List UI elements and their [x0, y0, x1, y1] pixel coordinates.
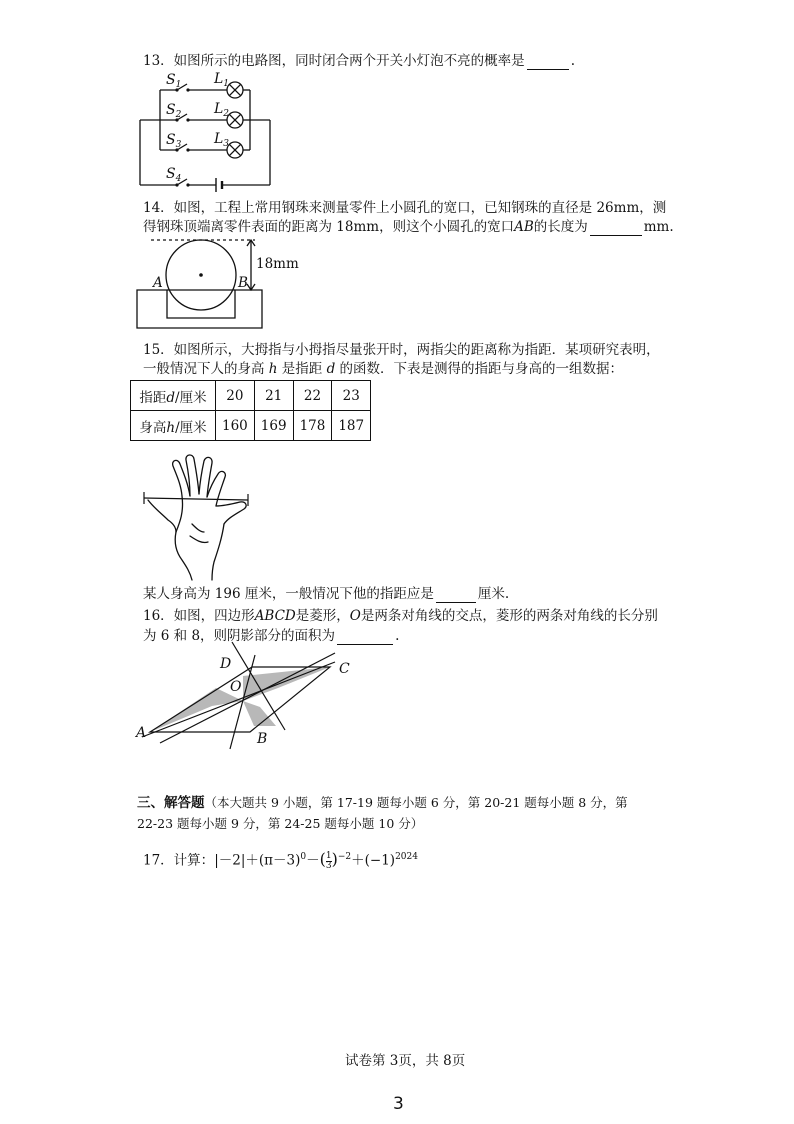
q14-answer-blank[interactable]: [590, 221, 642, 236]
q15-question: 某人身高为 196 厘米，一般情况下他的指距应是 厘米.: [143, 586, 510, 602]
q13-text: 13．如图所示的电路图，同时闭合两个开关小灯泡不亮的概率是 .: [143, 53, 575, 69]
q15-line1: 15．如图所示，大拇指与小拇指尽量张开时，两指尖的距离称为指距．某项研究表明，: [143, 342, 660, 358]
table-cell: 160: [216, 411, 255, 441]
steel-ball-diagram: [137, 235, 312, 330]
q16-line2: 为 6 和 8，则阴影部分的面积为 .: [143, 628, 400, 644]
table-cell: 169: [254, 411, 293, 441]
svg-text:O: O: [230, 679, 242, 695]
circuit-diagram: [130, 70, 280, 195]
svg-text:L1: $L_1$: [214, 71, 230, 89]
table-cell: 20: [216, 381, 255, 411]
q15-answer-blank[interactable]: [436, 588, 476, 603]
lamp-icon: [227, 82, 243, 158]
table-cell: 187: [332, 411, 371, 441]
hand-span-illustration: [140, 452, 260, 582]
table-row: [131, 411, 371, 441]
svg-text:L2: $L_2$: [214, 101, 230, 119]
svg-text:18mm: 18mm: [256, 256, 299, 272]
svg-text:B: B: [238, 275, 248, 291]
svg-text:C: C: [339, 661, 350, 677]
svg-text:S3: $S_3$: [166, 132, 182, 150]
section-3-heading: 三、解答题（本大题共 9 小题，第 17-19 题每小题 6 分，第 20-21 题每小题 8 分，第: [137, 795, 628, 811]
table-header-span: 指距d/厘米: [131, 381, 216, 411]
svg-text:B: B: [257, 731, 268, 747]
section-3-note: 22-23 题每小题 9 分，第 24-25 题每小题 10 分）: [137, 816, 424, 831]
table-cell: 178: [293, 411, 332, 441]
table-cell: 22: [293, 381, 332, 411]
q14-line1: 14．如图，工程上常用钢珠来测量零件上小圆孔的宽口，已知钢珠的直径是 26mm，测: [143, 200, 667, 216]
table-header-height: 身高h/厘米: [131, 411, 216, 441]
table-cell: 23: [332, 381, 371, 411]
svg-text:A: A: [136, 725, 147, 741]
finger-span-height-table: [130, 380, 371, 441]
q16-line1: 16．如图，四边形ABCD是菱形，O是两条对角线的交点，菱形的两条对角线的长分别: [143, 608, 658, 624]
svg-text:L3: $L_3$: [214, 131, 230, 149]
q16-answer-blank[interactable]: [337, 630, 393, 645]
q14-line2: 得钢珠顶端离零件表面的距离为 18mm，则这个小圆孔的宽口AB的长度为 mm.: [143, 219, 674, 235]
svg-text:D: D: [220, 656, 232, 672]
q13-answer-blank[interactable]: [527, 55, 569, 70]
q17-expression: 17．计算：$|-2|+(\pi-3)^0-$( $\frac{1}{3}$ )$^{-2}+(-1)^{2024}$: [143, 849, 418, 871]
svg-text:S1: $S_1$: [166, 72, 182, 90]
page-number: 3: [393, 1094, 404, 1114]
table-cell: 21: [254, 381, 293, 411]
svg-text:A: A: [153, 275, 163, 291]
svg-text:S2: $S_2$: [166, 102, 182, 120]
svg-text:S4: $S_4$: [166, 166, 182, 184]
page-footer: 试卷第 3页，共 8页: [345, 1053, 466, 1069]
rhombus-diagram: [130, 645, 370, 755]
table-row: [131, 381, 371, 411]
q15-line2: 一般情况下人的身高 h 是指距 d 的函数．下表是测得的指距与身高的一组数据：: [143, 361, 624, 377]
